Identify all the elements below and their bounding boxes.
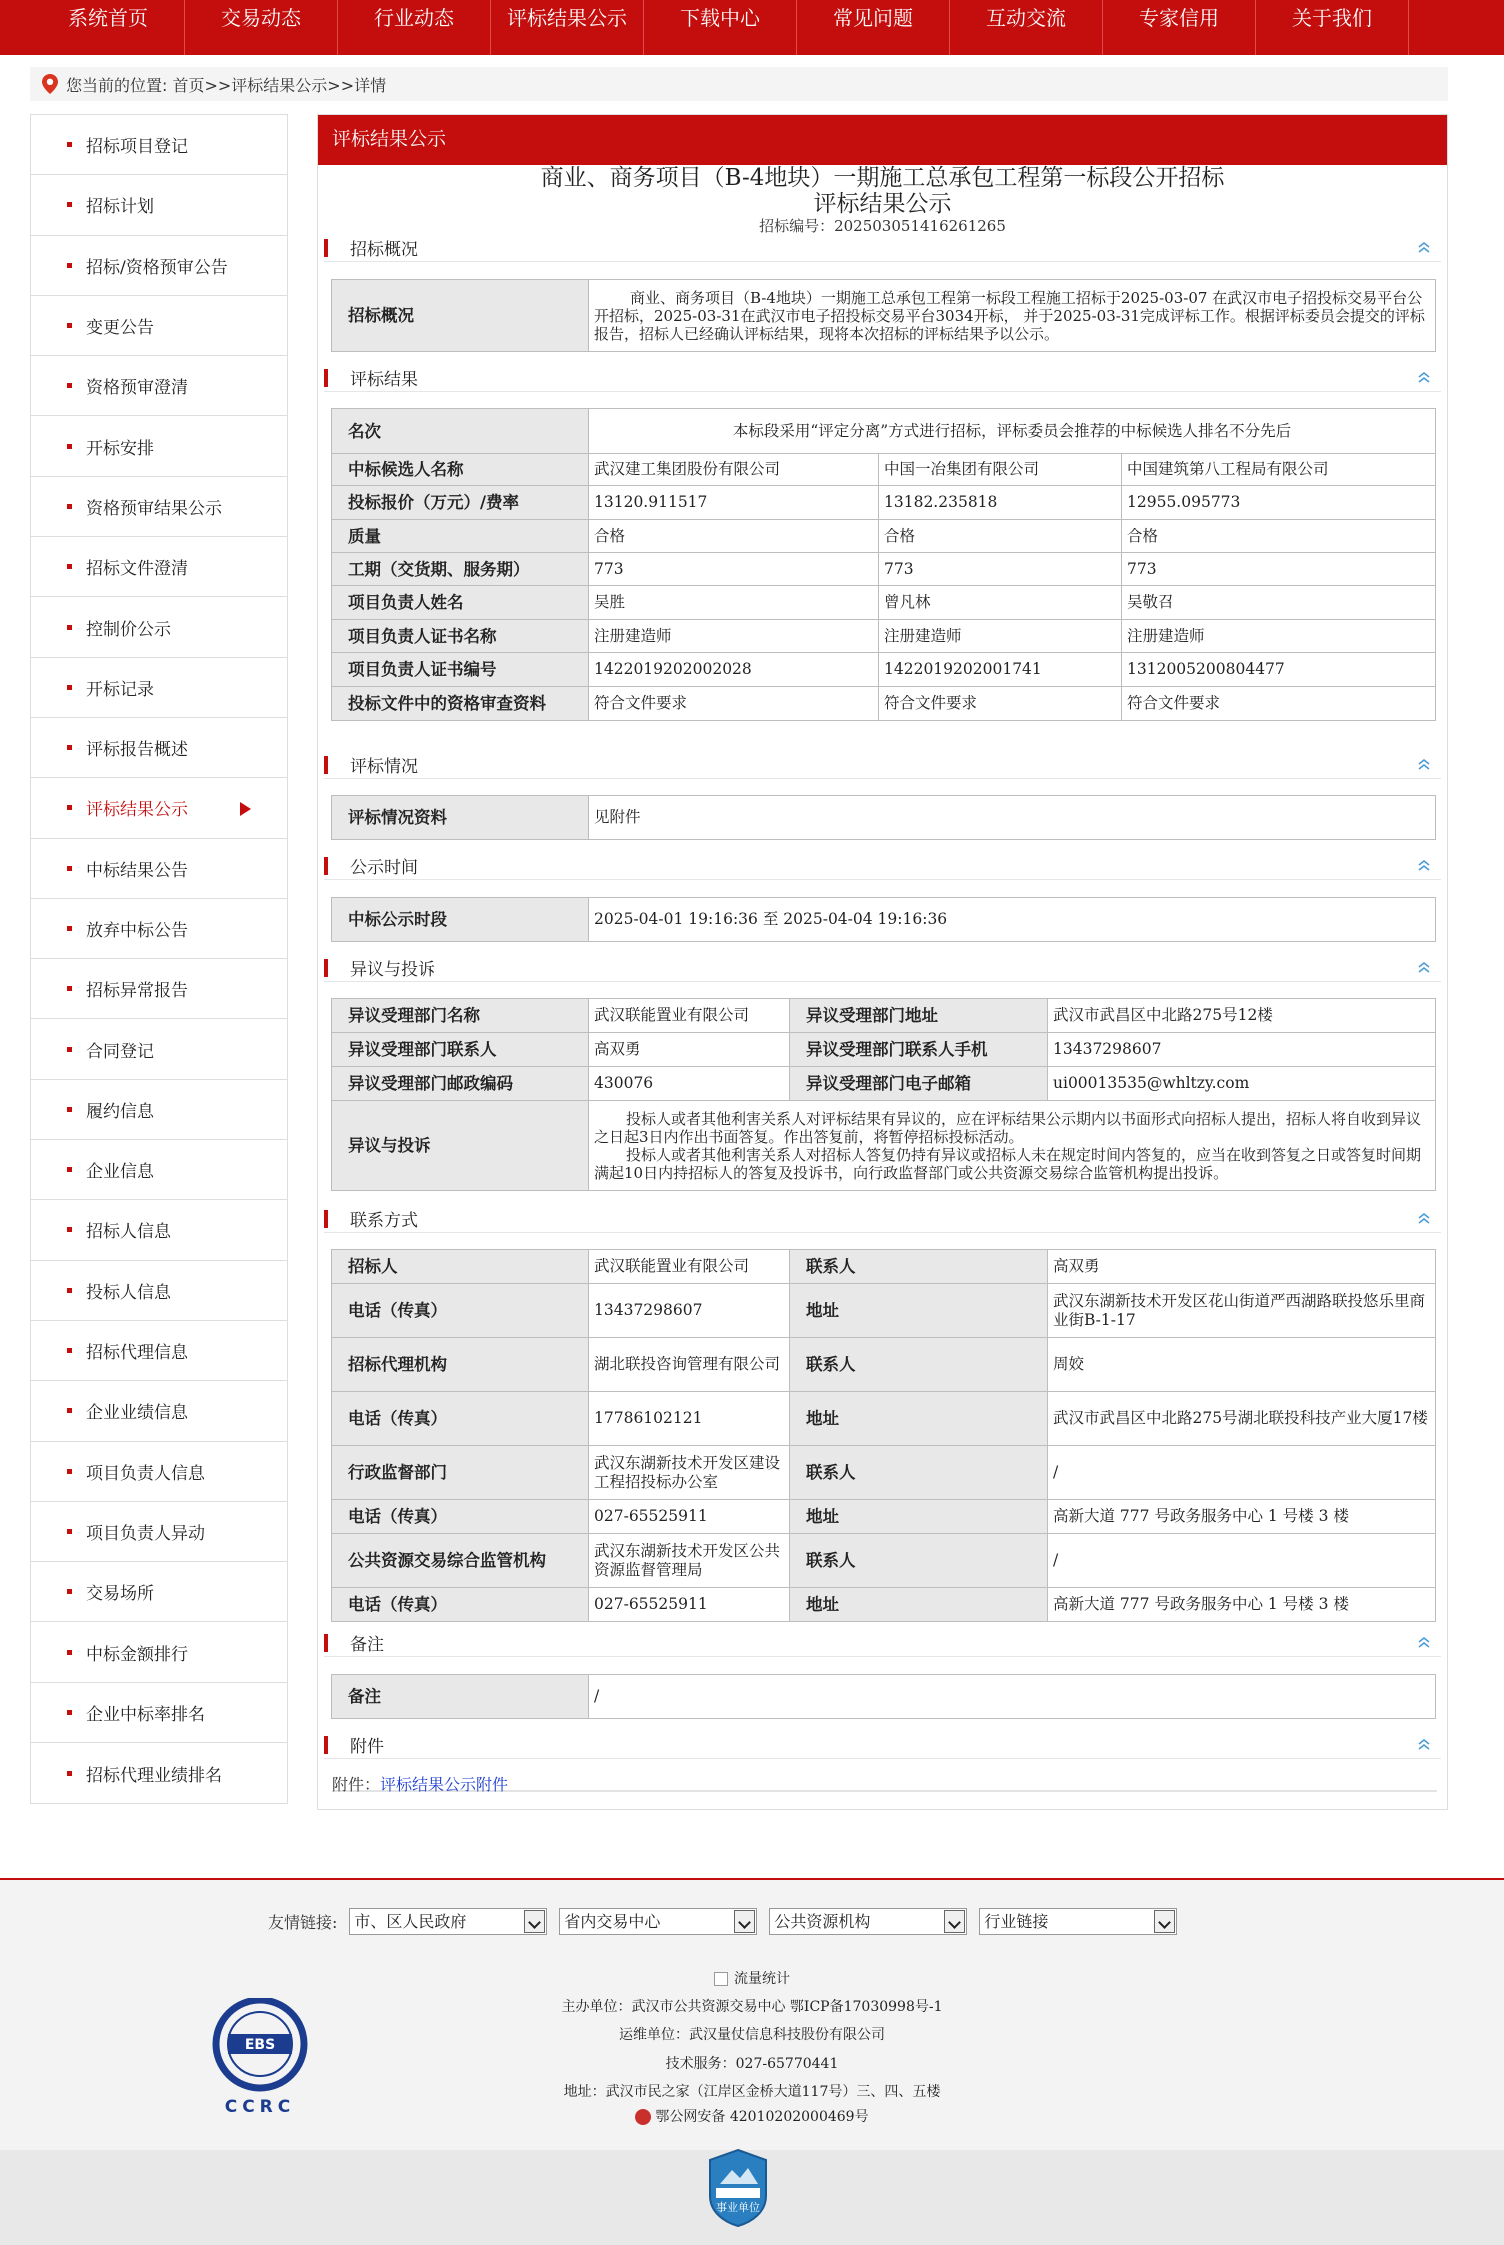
sidebar-item-label: 招标项目登记 xyxy=(86,137,188,158)
objection-value: 13437298607 xyxy=(1048,1033,1436,1067)
result-cell: 符合文件要求 xyxy=(589,687,879,721)
sidebar-item[interactable] xyxy=(31,1321,287,1381)
bullet-icon xyxy=(67,1227,72,1232)
contact-label: 联系人 xyxy=(790,1250,1048,1284)
contact-value: 13437298607 xyxy=(589,1284,790,1338)
sidebar-item[interactable] xyxy=(31,416,287,476)
attachment-row xyxy=(332,1772,1437,1792)
sidebar-item-label: 招标异常报告 xyxy=(86,981,188,1002)
section-remark xyxy=(324,1629,1441,1657)
result-row-label: 项目负责人证书编号 xyxy=(332,653,589,687)
select-province[interactable]: 省内交易中心 xyxy=(559,1908,757,1935)
result-cell: 合格 xyxy=(879,520,1122,553)
result-cell: 773 xyxy=(1122,553,1436,586)
sidebar xyxy=(30,114,288,1804)
section-situation xyxy=(324,751,1441,779)
result-cell: 中国一冶集团有限公司 xyxy=(879,454,1122,486)
objection-value: 430076 xyxy=(589,1067,790,1101)
svg-text:EBS: EBS xyxy=(244,2037,276,2053)
sidebar-item-label: 投标人信息 xyxy=(86,1282,171,1303)
nav-download[interactable]: 下载中心 xyxy=(644,0,797,55)
sidebar-item[interactable] xyxy=(31,1502,287,1562)
sidebar-item-label: 项目负责人信息 xyxy=(86,1463,205,1484)
sidebar-item-label: 招标代理业绩排名 xyxy=(86,1765,222,1786)
nav-trade-news[interactable]: 交易动态 xyxy=(185,0,338,55)
result-row-label: 质量 xyxy=(332,520,589,553)
nav-home[interactable]: 系统首页 xyxy=(32,0,185,55)
svg-text:事业单位: 事业单位 xyxy=(716,2201,760,2214)
stat-row xyxy=(0,1968,1504,1988)
result-cell: 1312005200804477 xyxy=(1122,653,1436,687)
nav-about[interactable]: 关于我们 xyxy=(1256,0,1409,55)
sidebar-item-label: 中标金额排行 xyxy=(86,1644,188,1665)
result-cell: 符合文件要求 xyxy=(879,687,1122,721)
chevron-down-icon xyxy=(1154,1910,1175,1933)
section-title: 公示时间 xyxy=(350,858,418,878)
result-row-label: 工期（交货期、服务期） xyxy=(332,553,589,586)
sidebar-item[interactable] xyxy=(31,839,287,899)
nav-industry-news[interactable]: 行业动态 xyxy=(338,0,491,55)
objection-label: 异议受理部门电子邮箱 xyxy=(790,1067,1048,1101)
nav-interact[interactable]: 互动交流 xyxy=(950,0,1103,55)
bullet-icon xyxy=(67,383,72,388)
collapse-icon[interactable] xyxy=(1417,1211,1431,1225)
sidebar-item-label: 招标人信息 xyxy=(86,1222,171,1243)
collapse-icon[interactable] xyxy=(1417,960,1431,974)
contact-label: 地址 xyxy=(790,1284,1048,1338)
sidebar-item[interactable] xyxy=(31,1622,287,1682)
sidebar-item-label: 项目负责人异动 xyxy=(86,1523,205,1544)
nav-faq[interactable]: 常见问题 xyxy=(797,0,950,55)
friend-links xyxy=(268,1908,1177,1935)
sidebar-item[interactable] xyxy=(31,658,287,718)
sidebar-item[interactable] xyxy=(31,899,287,959)
bullet-icon xyxy=(67,504,72,509)
collapse-icon[interactable] xyxy=(1417,757,1431,771)
sidebar-item[interactable] xyxy=(31,236,287,296)
sidebar-item[interactable] xyxy=(31,1080,287,1140)
sidebar-item-label: 招标文件澄清 xyxy=(86,559,188,580)
section-title: 评标结果 xyxy=(350,370,418,390)
sidebar-item[interactable] xyxy=(31,718,287,778)
sidebar-item-label: 开标安排 xyxy=(86,438,154,459)
sidebar-item[interactable] xyxy=(31,1261,287,1321)
select-industry[interactable]: 行业链接 xyxy=(979,1908,1177,1935)
sidebar-item-label: 招标代理信息 xyxy=(86,1343,188,1364)
overview-text: 商业、商务项目（B-4地块）一期施工总承包工程第一标段工程施工招标于2025-03-07 在武汉市电子招投标交易平台公开招标，2025-03-31在武汉市电子招投标交易平台3034开标， 并于2025-03-31完成评标工作。根据评标委员会提交的评标报告，招标人已经确认评标结果，现将本次招标的评标结果予以公示。 xyxy=(589,280,1436,352)
bullet-icon xyxy=(67,1167,72,1172)
chevron-down-icon xyxy=(734,1910,755,1933)
bullet-icon xyxy=(67,805,72,810)
footer-police[interactable]: 鄂公网安备 42010202000469号 xyxy=(655,2109,869,2125)
result-cell: 吴敬召 xyxy=(1122,586,1436,620)
select-gov[interactable]: 市、区人民政府 xyxy=(349,1908,547,1935)
contact-label: 地址 xyxy=(790,1588,1048,1622)
contact-value: 武汉东湖新技术开发区建设工程招投标办公室 xyxy=(589,1446,790,1500)
result-table xyxy=(331,408,1436,721)
sidebar-item[interactable] xyxy=(31,537,287,597)
result-row-label: 投标文件中的资格审查资料 xyxy=(332,687,589,721)
objection-value: 武汉联能置业有限公司 xyxy=(589,999,790,1033)
breadcrumb xyxy=(30,67,1448,101)
bullet-icon xyxy=(67,1771,72,1776)
sidebar-item-label: 资格预审澄清 xyxy=(86,378,188,399)
bullet-icon xyxy=(67,1408,72,1413)
collapse-icon[interactable] xyxy=(1417,1737,1431,1751)
contact-value: 027-65525911 xyxy=(589,1588,790,1622)
bullet-icon xyxy=(67,1288,72,1293)
period-value: 2025-04-01 19:16:36 至 2025-04-04 19:16:36 xyxy=(589,898,1436,942)
contact-value: 武汉市武昌区中北路275号湖北联投科技产业大厦17楼 xyxy=(1048,1392,1436,1446)
result-cell: 12955.095773 xyxy=(1122,486,1436,520)
contact-label: 联系人 xyxy=(790,1446,1048,1500)
bullet-icon xyxy=(67,866,72,871)
section-overview xyxy=(324,234,1441,262)
section-title: 异议与投诉 xyxy=(350,960,435,980)
police-badge-icon xyxy=(635,2109,651,2125)
result-cell: 吴胜 xyxy=(589,586,879,620)
objection-table xyxy=(331,998,1436,1191)
situation-label: 评标情况资料 xyxy=(332,796,589,840)
bullet-icon xyxy=(67,323,72,328)
overview-label: 招标概况 xyxy=(332,280,589,352)
footer-address: 地址：武汉市民之家（江岸区金桥大道117号）三、四、五楼 xyxy=(563,2084,941,2100)
sidebar-item-label: 履约信息 xyxy=(86,1101,154,1122)
contact-value: / xyxy=(1048,1534,1436,1588)
location-pin-icon xyxy=(42,74,58,94)
section-contact xyxy=(324,1205,1441,1233)
contact-value: / xyxy=(1048,1446,1436,1500)
result-cell: 注册建造师 xyxy=(879,620,1122,653)
objection-value: 武汉市武昌区中北路275号12楼 xyxy=(1048,999,1436,1033)
result-cell: 1422019202001741 xyxy=(879,653,1122,687)
result-cell: 13120.911517 xyxy=(589,486,879,520)
bullet-icon xyxy=(67,745,72,750)
sidebar-item[interactable] xyxy=(31,477,287,537)
contact-label: 行政监督部门 xyxy=(332,1446,589,1500)
contact-table xyxy=(331,1249,1436,1622)
active-arrow-icon xyxy=(240,802,251,816)
contact-label: 地址 xyxy=(790,1392,1048,1446)
sidebar-item-label: 企业信息 xyxy=(86,1162,154,1183)
collapse-icon[interactable] xyxy=(1417,240,1431,254)
sidebar-item[interactable] xyxy=(31,1743,287,1803)
situation-value: 见附件 xyxy=(589,796,1436,840)
objection-value: 高双勇 xyxy=(589,1033,790,1067)
objection-label: 异议受理部门联系人手机 xyxy=(790,1033,1048,1067)
sidebar-item-label: 交易场所 xyxy=(86,1584,154,1605)
section-title: 附件 xyxy=(350,1737,384,1757)
nav-bid-result[interactable]: 评标结果公示 xyxy=(491,0,644,55)
result-row-label: 投标报价（万元）/费率 xyxy=(332,486,589,520)
sidebar-item[interactable] xyxy=(31,296,287,356)
section-attach xyxy=(324,1731,1441,1759)
sidebar-item-label: 评标报告概述 xyxy=(86,740,188,761)
sidebar-item[interactable] xyxy=(31,1683,287,1743)
sidebar-item-label: 放弃中标公告 xyxy=(86,921,188,941)
links-label: 友情链接: xyxy=(268,1913,338,1932)
objection-label: 异议受理部门名称 xyxy=(332,999,589,1033)
section-period xyxy=(324,852,1441,880)
select-resource[interactable]: 公共资源机构 xyxy=(769,1908,967,1935)
public-institution-badge-icon[interactable] xyxy=(706,2148,770,2228)
sidebar-item[interactable] xyxy=(31,1381,287,1441)
contact-label: 电话（传真） xyxy=(332,1588,589,1622)
bullet-icon xyxy=(67,1469,72,1474)
section-title: 招标概况 xyxy=(350,240,418,260)
bullet-icon xyxy=(67,926,72,931)
bullet-icon xyxy=(67,142,72,147)
result-cell: 合格 xyxy=(589,520,879,553)
contact-value: 027-65525911 xyxy=(589,1500,790,1534)
objection-paragraph: 投标人或者其他利害关系人对招标人答复仍持有异议或招标人未在规定时间内答复的，应当在收到答复之日或答复时间期满起10日内持招标人的答复及投诉书，向行政监督部门或公共资源交易综合监管机构提出投诉。 xyxy=(594,1145,1422,1182)
result-cell: 13182.235818 xyxy=(879,486,1122,520)
bullet-icon xyxy=(67,564,72,569)
bullet-icon xyxy=(67,1589,72,1594)
bullet-icon xyxy=(67,202,72,207)
bullet-icon xyxy=(67,1348,72,1353)
overview-table xyxy=(331,279,1436,352)
objection-label: 异议受理部门邮政编码 xyxy=(332,1067,589,1101)
page-subtitle: 评标结果公示 xyxy=(813,191,952,217)
bullet-icon xyxy=(67,1529,72,1534)
chevron-down-icon xyxy=(944,1910,965,1933)
sidebar-item[interactable] xyxy=(31,1140,287,1200)
rank-label: 名次 xyxy=(332,409,589,454)
sidebar-item-label: 开标记录 xyxy=(86,679,154,700)
result-row-label: 项目负责人证书名称 xyxy=(332,620,589,653)
contact-label: 联系人 xyxy=(790,1534,1048,1588)
contact-value: 武汉东湖新技术开发区公共资源监督管理局 xyxy=(589,1534,790,1588)
sidebar-item[interactable] xyxy=(31,356,287,416)
sidebar-item[interactable] xyxy=(31,1562,287,1622)
contact-value: 武汉东湖新技术开发区花山街道严西湖路联投悠乐里商业街B-1-17 xyxy=(1048,1284,1436,1338)
sidebar-item-label: 资格预审结果公示 xyxy=(86,498,222,519)
sidebar-item[interactable] xyxy=(31,597,287,657)
sidebar-item-label: 控制价公示 xyxy=(86,619,171,640)
bullet-icon xyxy=(67,1650,72,1655)
contact-value: 高新大道 777 号政务服务中心 1 号楼 3 楼 xyxy=(1048,1588,1436,1622)
contact-value: 周姣 xyxy=(1048,1338,1436,1392)
sidebar-item-label: 评标结果公示 xyxy=(86,800,188,821)
bid-code: 招标编号：202503051416261265 xyxy=(759,217,1006,235)
sidebar-item[interactable] xyxy=(31,175,287,235)
sidebar-item-label: 变更公告 xyxy=(86,318,154,339)
objection-paragraph: 投标人或者其他利害关系人对评标结果有异议的，应在评标结果公示期内以书面形式向招标人提出，招标人将自收到异议之日起3日内作出书面答复。作出答复前，将暂停招标投标活动。 xyxy=(594,1109,1422,1146)
section-result xyxy=(324,364,1441,392)
contact-label: 电话（传真） xyxy=(332,1284,589,1338)
sidebar-item[interactable] xyxy=(31,1442,287,1502)
bullet-icon xyxy=(67,986,72,991)
contact-label: 联系人 xyxy=(790,1338,1048,1392)
result-cell: 曾凡林 xyxy=(879,586,1122,620)
main-panel xyxy=(317,114,1448,1810)
result-row-label: 项目负责人姓名 xyxy=(332,586,589,620)
sidebar-item-label: 企业中标率排名 xyxy=(86,1704,205,1725)
result-cell: 注册建造师 xyxy=(589,620,879,653)
page-title: 商业、商务项目（B-4地块）一期施工总承包工程第一标段公开招标 xyxy=(540,165,1225,191)
contact-label: 招标代理机构 xyxy=(332,1338,589,1392)
section-title: 联系方式 xyxy=(350,1211,418,1231)
contact-label: 电话（传真） xyxy=(332,1500,589,1534)
objection-label: 异议受理部门地址 xyxy=(790,999,1048,1033)
period-label: 中标公示时段 xyxy=(332,898,589,942)
collapse-icon[interactable] xyxy=(1417,1635,1431,1649)
remark-label: 备注 xyxy=(332,1675,589,1719)
sidebar-item[interactable] xyxy=(31,778,287,838)
bullet-icon xyxy=(67,685,72,690)
sidebar-item-label: 企业业绩信息 xyxy=(86,1403,188,1424)
sidebar-item-label: 合同登记 xyxy=(86,1041,154,1062)
result-cell: 中国建筑第八工程局有限公司 xyxy=(1122,454,1436,486)
contact-value: 高新大道 777 号政务服务中心 1 号楼 3 楼 xyxy=(1048,1500,1436,1534)
result-row-label: 中标候选人名称 xyxy=(332,454,589,486)
result-cell: 武汉建工集团股份有限公司 xyxy=(589,454,879,486)
contact-label: 地址 xyxy=(790,1500,1048,1534)
sidebar-item-label: 中标结果公告 xyxy=(86,860,188,881)
contact-label: 公共资源交易综合监管机构 xyxy=(332,1534,589,1588)
collapse-icon[interactable] xyxy=(1417,370,1431,384)
collapse-icon[interactable] xyxy=(1417,858,1431,872)
section-title: 备注 xyxy=(350,1635,384,1655)
ccrc-logo-icon xyxy=(210,1998,310,2118)
footer xyxy=(0,1878,1504,2243)
footer-operator: 运维单位：武汉量仗信息科技股份有限公司 xyxy=(619,2027,885,2043)
result-cell: 773 xyxy=(879,553,1122,586)
objection-label: 异议受理部门联系人 xyxy=(332,1033,589,1067)
bullet-icon xyxy=(67,1047,72,1052)
sidebar-item-label: 招标计划 xyxy=(86,197,154,218)
remark-value: / xyxy=(589,1675,1436,1719)
attachment-label: 附件： xyxy=(332,1775,381,1794)
period-table xyxy=(331,897,1436,942)
email-value[interactable]: ui00013535@whltzy.com xyxy=(1048,1067,1436,1101)
result-cell: 773 xyxy=(589,553,879,586)
section-objection xyxy=(324,954,1441,982)
section-title: 评标情况 xyxy=(350,757,418,777)
result-cell: 符合文件要求 xyxy=(1122,687,1436,721)
bullet-icon xyxy=(67,444,72,449)
contact-label: 招标人 xyxy=(332,1250,589,1284)
top-nav xyxy=(0,0,1504,55)
sidebar-item[interactable] xyxy=(31,115,287,175)
contact-value: 17786102121 xyxy=(589,1392,790,1446)
bullet-icon xyxy=(67,1710,72,1715)
bullet-icon xyxy=(67,625,72,630)
stat-icon xyxy=(714,1972,728,1986)
result-cell: 注册建造师 xyxy=(1122,620,1436,653)
contact-value: 湖北联投咨询管理有限公司 xyxy=(589,1338,790,1392)
objection-label: 异议与投诉 xyxy=(332,1101,589,1191)
result-cell: 合格 xyxy=(1122,520,1436,553)
chevron-down-icon xyxy=(524,1910,545,1933)
contact-label: 电话（传真） xyxy=(332,1392,589,1446)
footer-support: 技术服务：027-65770441 xyxy=(665,2056,839,2072)
nav-expert-credit[interactable]: 专家信用 xyxy=(1103,0,1256,55)
contact-value: 武汉联能置业有限公司 xyxy=(589,1250,790,1284)
contact-value: 高双勇 xyxy=(1048,1250,1436,1284)
result-cell: 1422019202002028 xyxy=(589,653,879,687)
bullet-icon xyxy=(67,1107,72,1112)
attachment-link[interactable]: 评标结果公示附件 xyxy=(380,1775,509,1794)
sidebar-item[interactable] xyxy=(31,1200,287,1260)
breadcrumb-text[interactable]: 您当前的位置: 首页>>评标结果公示>>详情 xyxy=(66,75,387,95)
rank-text: 本标段采用“评定分离”方式进行招标，评标委员会推荐的中标候选人排名不分先后 xyxy=(589,409,1436,454)
situation-table xyxy=(331,795,1436,840)
sidebar-item[interactable] xyxy=(31,1019,287,1079)
footer-host: 主办单位：武汉市公共资源交易中心 鄂ICP备17030998号-1 xyxy=(561,1999,943,2015)
bullet-icon xyxy=(67,263,72,268)
sidebar-item-label: 招标/资格预审公告 xyxy=(86,257,228,278)
remark-table xyxy=(331,1674,1436,1719)
sidebar-item[interactable] xyxy=(31,959,287,1019)
main-header: 评标结果公示 xyxy=(318,115,1447,165)
stat-link[interactable]: 流量统计 xyxy=(734,1971,790,1987)
svg-text:CCRC: CCRC xyxy=(224,2097,296,2117)
